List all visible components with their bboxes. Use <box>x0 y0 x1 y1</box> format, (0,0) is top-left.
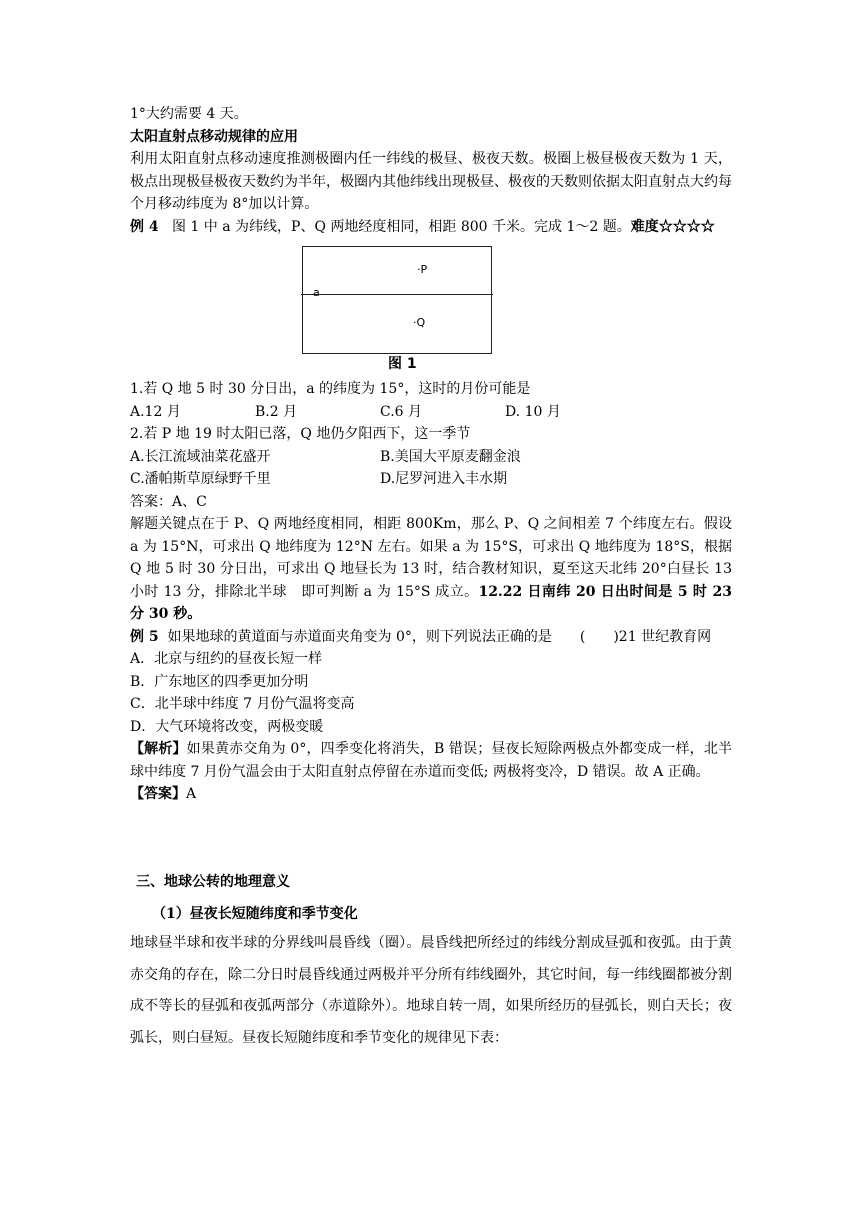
option-d: D. 10 月 <box>505 403 561 420</box>
explanation-4 <box>130 513 732 626</box>
question-1-options <box>130 401 732 424</box>
analysis-label: 【解析】 <box>130 741 187 757</box>
option-b: B.美国大平原麦翻金浪 <box>380 448 521 465</box>
document-body <box>130 103 732 806</box>
example-4-text: 图 1 中 a 为纬线，P、Q 两地经度相同，相距 800 千米。完成 1～2 题。 <box>171 218 631 235</box>
option-d: D.尼罗河进入丰水期 <box>380 471 508 487</box>
question-2-options-row2 <box>130 468 732 491</box>
example-4-heading <box>130 216 732 239</box>
question-2-stem: 2.若 P 地 19 时太阳已落，Q 地仍夕阳西下，这一季节 <box>130 426 471 442</box>
example-5-stem: 如果地球的黄道面与赤道面夹角变为 0°，则下列说法正确的是 ( )21 世纪教育网 <box>167 628 712 645</box>
section-3-paragraph: 地球昼半球和夜半球的分界线叫晨昏线（圈）。晨昏线把所经过的纬线分割成昼弧和夜弧。由于黄赤交角的存在，除二分日时晨昏线通过两极并平分所有纬线圈外，其它时间，每一纬线圈都被分割成不等长的昼弧和夜弧两部分（赤道除外）。地球自转一周，如果所经历的昼弧长，则白天长；夜弧长，则白昼短。昼夜长短随纬度和季节变化的规律见下表： <box>130 935 732 1046</box>
point-p: ·P <box>417 263 428 276</box>
example-5-answer <box>130 783 732 806</box>
option-c: C.潘帕斯草原绿野千里 <box>130 471 271 487</box>
question-1-stem: 1.若 Q 地 5 时 30 分日出，a 的纬度为 15°，这时的月份可能是 <box>130 381 531 397</box>
answer-value: A <box>186 786 197 802</box>
option-b: B.2 月 <box>255 403 298 420</box>
example-4-label: 例 4 <box>130 218 159 235</box>
figure-caption: 图 1 <box>388 356 417 372</box>
answer-4: 答案：A、C <box>130 493 207 510</box>
point-q: ·Q <box>413 316 426 329</box>
section-3-sub <box>130 903 732 923</box>
difficulty-rating: 难度☆☆☆☆ <box>630 218 715 235</box>
example-5-heading <box>130 626 732 649</box>
option-a: A.长江流域油菜花盛开 <box>130 448 271 465</box>
heading-application: 太阳直射点移动规律的应用 <box>130 128 298 145</box>
section-3-subtitle: （1）昼夜长短随纬度和季节变化 <box>152 906 358 922</box>
question-2-options-row1 <box>130 446 732 469</box>
option-c: C.6 月 <box>380 403 423 420</box>
answer-label: 【答案】 <box>130 786 186 802</box>
figure-1 <box>130 238 732 378</box>
example-5-option-d: D．大气环境将改变，两极变暖 <box>130 718 324 735</box>
explanation-4-bold: 12.22 日南纬 20 日出时间是 5 时 23 分 30 秒。 <box>130 583 732 622</box>
section-3-title: 三、地球公转的地理意义 <box>136 874 290 890</box>
figure-frame <box>302 246 492 354</box>
latitude-line-a <box>301 294 493 295</box>
explanation-4-text: 解题关键点在于 P、Q 两地经度相同，相距 800Km，那么 P、Q 之间相差 7 个纬度左右。假设 a 为 15°N，可求出 Q 地纬度为 12°N 左右。如果 a 为 15°S，可求出 Q 地纬度为 18°S，根据 Q 地 5 时 30 分日出，可求出 Q 地昼长为 13 时，结合教材知识，夏至这天北纬 20°白昼长 13 小时 13 分，排除北半球 即可判断 a 为 15°S 成立。 <box>130 516 732 600</box>
paragraph-application: 利用太阳直射点移动速度推测极圈内任一纬线的极昼、极夜天数。极圈上极昼极夜天数为 1 天，极点出现极昼极夜天数约为半年，极圈内其他纬线出现极昼、极夜的天数则依据太阳直射点大约每个月移动纬度为 8°加以计算。 <box>130 151 732 212</box>
option-a: A.12 月 <box>130 403 181 420</box>
section-3-body <box>130 928 732 1054</box>
text-line: 1°大约需要 4 天。 <box>130 106 248 122</box>
example-5-analysis <box>130 738 732 783</box>
example-5-option-b: B．广东地区的四季更加分明 <box>130 673 309 690</box>
example-5-option-c: C．北半球中纬度 7 月份气温将变高 <box>130 696 355 712</box>
analysis-text: 如果黄赤交角为 0°，四季变化将消失，B 错误；昼夜长短除两极点外都变成一样，北半球中纬度 7 月份气温会由于太阳直射点停留在赤道而变低; 两极将变冷，D 错误。故 A 正确。 <box>130 741 733 780</box>
example-5-label: 例 5 <box>130 628 159 645</box>
section-3 <box>130 871 732 891</box>
example-5-option-a: A．北京与纽约的昼夜长短一样 <box>130 651 323 667</box>
label-a: a <box>313 286 320 299</box>
